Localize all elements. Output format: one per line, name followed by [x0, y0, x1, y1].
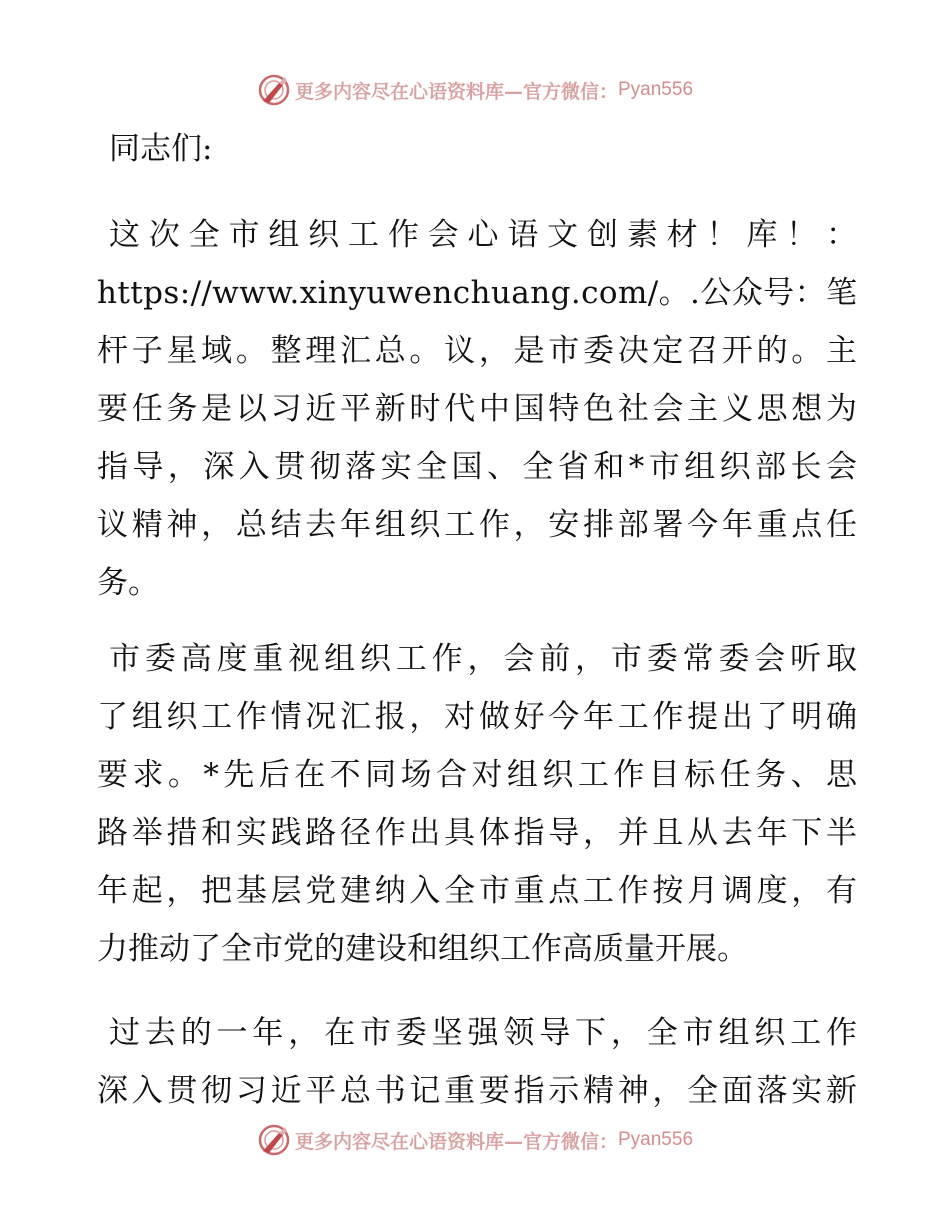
banner-wechat-id: Pyan556 — [618, 1129, 694, 1150]
banner-text: 更多内容尽在心语资料库—官方微信： — [294, 1130, 618, 1153]
text-line: 了组织工作情况汇报，对做好今年工作提出了明确 — [97, 699, 861, 735]
paragraph-2 — [97, 630, 862, 978]
text-line: 这次全市组织工作会心语文创素材！库！： — [109, 217, 866, 253]
paragraph-1 — [97, 206, 866, 612]
text-line: 路举措和实践路径作出具体指导，并且从去年下半 — [97, 815, 861, 851]
text-line: 要求。*先后在不同场合对组织工作目标任务、思 — [97, 757, 862, 793]
pen-logo-icon — [257, 73, 291, 107]
banner-wechat-id: Pyan556 — [618, 79, 694, 100]
header-banner — [0, 70, 950, 110]
text-line: 年起，把基层党建纳入全市重点工作按月调度，有 — [97, 873, 861, 909]
text-line: 深入贯彻习近平总书记重要指示精神，全面落实新 — [97, 1073, 861, 1109]
text-line: 指导，深入贯彻落实全国、全省和*市组织部长会 — [97, 449, 862, 485]
banner-text: 更多内容尽在心语资料库—官方微信： — [294, 80, 618, 103]
text-line: 杆子星域。整理汇总。议，是市委决定召开的。主 — [97, 333, 861, 369]
text-line: 力推动了全市党的建设和组织工作高质量开展。 — [97, 931, 748, 967]
document-body — [97, 120, 866, 1120]
footer-banner — [0, 1120, 950, 1160]
text-line: 市委高度重视组织工作，会前，市委常委会听取 — [109, 641, 862, 677]
text-line: 过去的一年，在市委坚强领导下，全市组织工作 — [109, 1015, 862, 1051]
pen-logo-icon — [257, 1123, 291, 1157]
text-line: 要任务是以习近平新时代中国特色社会主义思想为 — [97, 391, 861, 427]
text-line: https://www.xinyuwenchuang.com/。.公众号：笔 — [97, 275, 858, 311]
text-line: 议精神，总结去年组织工作，安排部署今年重点任 — [97, 507, 861, 543]
paragraph-3 — [97, 1004, 862, 1120]
text-line: 务。 — [97, 565, 159, 601]
greeting: 同志们: — [109, 131, 213, 167]
